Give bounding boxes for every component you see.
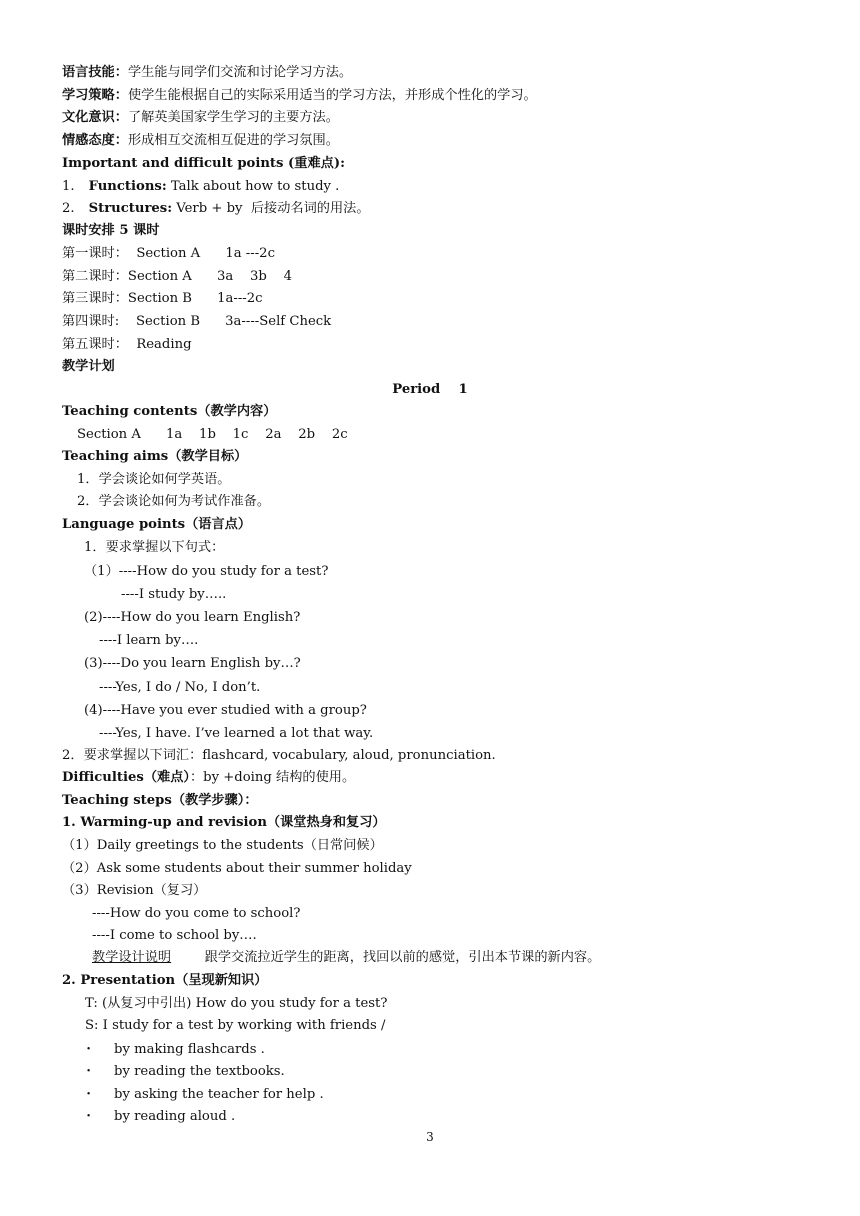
goal-emotion-attitude <box>62 132 339 150</box>
warmup-step: （2）Ask some students about their summer holiday <box>62 861 412 876</box>
difficulties-label: Difficulties（难点） <box>62 770 190 785</box>
bullet-marker: ・ <box>82 1109 96 1124</box>
sentence-question: (4)----Have you ever studied with a group? <box>84 703 367 718</box>
aim-item: 1．学会谈论如何学英语。 <box>77 472 231 487</box>
design-note-label: 教学设计说明 <box>92 950 172 965</box>
schedule-period-1: 第一课时： Section A 1a ---2c <box>62 246 275 261</box>
aims-heading: Teaching aims（教学目标） <box>62 449 248 464</box>
design-note-text: 跟学交流拉近学生的距离，找回以前的感觉，引出本节课的新内容。 <box>171 950 601 965</box>
sentence-question: (2)----How do you learn English? <box>84 610 301 625</box>
page-number: 3 <box>426 1130 434 1144</box>
bullet-item: by reading the textbooks. <box>114 1064 285 1079</box>
contents-text: Section A 1a 1b 1c 2a 2b 2c <box>77 427 348 442</box>
teacher-line: T: (从复习中引出) How do you study for a test? <box>85 996 388 1011</box>
goal-learning-strategy <box>62 87 537 105</box>
difficulties-text: ：by +doing 结构的使用。 <box>189 770 356 785</box>
bullet-item: by asking the teacher for help . <box>114 1087 324 1102</box>
design-note <box>92 949 600 967</box>
list-number: 2. <box>62 201 75 216</box>
schedule-period-4: 第四课时: Section B 3a----Self Check <box>62 314 332 329</box>
sentence-answer: ----Yes, I have. I’ve learned a lot that way. <box>99 726 374 741</box>
key-point-label: Functions: <box>88 179 167 194</box>
goal-label: 语言技能： <box>62 65 128 80</box>
key-points-heading: Important and difficult points (重难点): <box>62 156 345 171</box>
steps-heading: Teaching steps（教学步骤）： <box>62 793 258 808</box>
goal-text: 使学生能根据自己的实际采用适当的学习方法，并形成个性化的学习。 <box>127 88 537 103</box>
language-points-intro: 1．要求掌握以下句式： <box>84 540 225 555</box>
schedule-period-3: 第三课时：Section B 1a---2c <box>62 291 263 306</box>
goal-text: 学生能与同学们交流和讨论学习方法。 <box>127 65 353 80</box>
goal-label: 文化意识： <box>62 110 128 125</box>
warmup-step: （3）Revision（复习） <box>62 883 207 898</box>
schedule-heading: 课时安排 5 课时 <box>62 223 160 238</box>
revision-line: ----I come to school by…. <box>92 928 257 943</box>
plan-heading: 教学计划 <box>62 359 115 374</box>
schedule-period-2: 第二课时：Section A 3a 3b 4 <box>62 269 292 284</box>
warmup-step: （1）Daily greetings to the students（日常问候） <box>62 838 383 853</box>
bullet-item: by making flashcards . <box>114 1042 265 1057</box>
sentence-question: （1）----How do you study for a test? <box>84 564 329 579</box>
sentence-answer: ----Yes, I do / No, I don’t. <box>99 680 261 695</box>
key-point-label: Structures: <box>88 201 173 216</box>
bullet-marker: ・ <box>82 1087 96 1102</box>
goal-text: 了解英美国家学生学习的主要方法。 <box>127 110 339 125</box>
sentence-answer: ----I learn by…. <box>99 633 199 648</box>
period-title: Period 1 <box>392 382 468 397</box>
goal-text: 形成相互交流相互促进的学习氛围。 <box>127 133 339 148</box>
key-point-functions <box>62 178 339 196</box>
contents-heading: Teaching contents（教学内容） <box>62 404 277 419</box>
aim-item: 2．学会谈论如何为考试作准备。 <box>77 494 271 509</box>
presentation-heading: 2. Presentation（呈现新知识） <box>62 973 268 988</box>
revision-line: ----How do you come to school? <box>92 906 301 921</box>
student-line: S: I study for a test by working with friends / <box>85 1018 386 1033</box>
warmup-heading: 1. Warming-up and revision（课堂热身和复习） <box>62 815 386 830</box>
key-point-text: Talk about how to study . <box>166 179 340 194</box>
difficulties-line <box>62 769 355 787</box>
bullet-marker: ・ <box>82 1042 96 1057</box>
bullet-item: by reading aloud . <box>114 1109 236 1124</box>
schedule-period-5: 第五课时： Reading <box>62 337 192 352</box>
goal-language-skills <box>62 64 352 82</box>
goal-label: 情感态度： <box>62 133 128 148</box>
key-point-text: Verb + by 后接动名词的用法。 <box>172 201 370 216</box>
goal-label: 学习策略： <box>62 88 128 103</box>
vocabulary-line: 2．要求掌握以下词汇：flashcard, vocabulary, aloud, pronunciation. <box>62 748 496 763</box>
key-point-structures <box>62 200 370 218</box>
language-points-heading: Language points（语言点） <box>62 517 252 532</box>
sentence-answer: ----I study by….. <box>121 587 227 602</box>
list-number: 1. <box>62 179 75 194</box>
bullet-marker: ・ <box>82 1064 96 1079</box>
goal-cultural-awareness <box>62 109 339 127</box>
sentence-question: (3)----Do you learn English by…? <box>84 656 301 671</box>
